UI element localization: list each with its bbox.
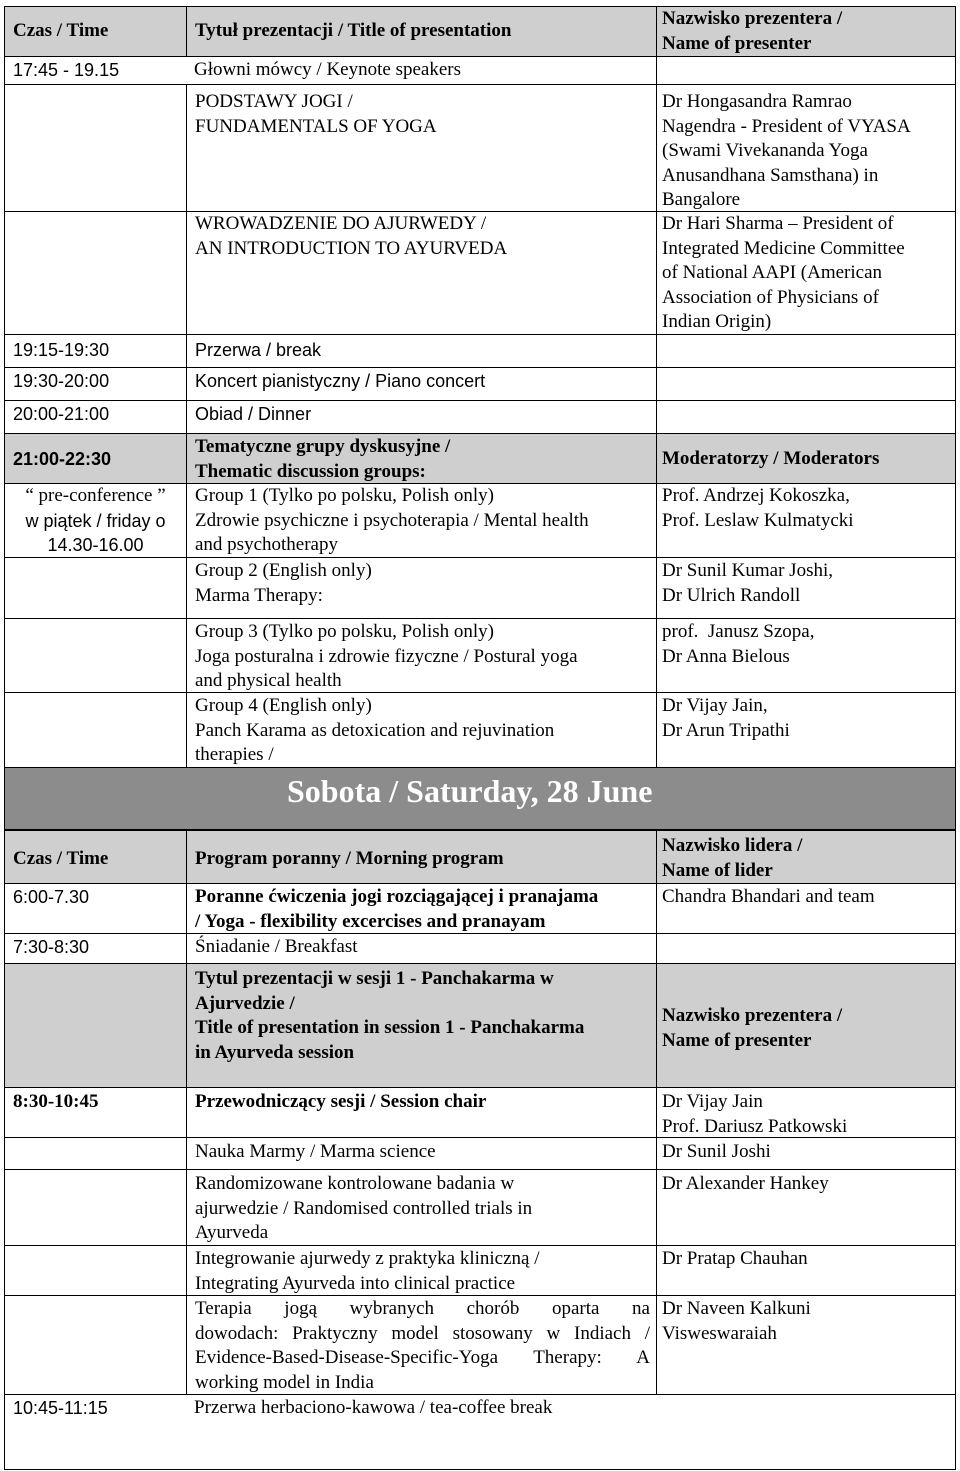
dinner-presenter (656, 401, 956, 434)
day-banner-title: Sobota / Saturday, 28 June (287, 773, 653, 809)
dinner-title (186, 401, 656, 434)
talk-title-line: Integrating Ayurveda into clinical practice (195, 1272, 516, 1294)
keynote-title (186, 57, 656, 85)
teabreak-title-text: Przerwa herbaciono-kawowa / tea-coffee break (194, 1397, 553, 1418)
group-title-line: therapies / (195, 744, 274, 765)
session-title-line: Tytul prezentacji w sesji 1 - Panchakarma w (195, 968, 554, 989)
session-presenter-header (656, 964, 956, 1088)
session-time (4, 964, 186, 1088)
concert-presenter (656, 368, 956, 401)
talk-row (4, 84, 956, 212)
group-title-line: and psychotherapy (195, 534, 338, 555)
talk-title-line: AN INTRODUCTION TO AYURVEDA (195, 237, 508, 259)
group-time (4, 693, 186, 768)
group-title (186, 558, 656, 619)
header-presenter-line: Nazwisko prezentera / (662, 8, 843, 29)
session-title-line: Title of presentation in session 1 - Panchakarma (195, 1017, 585, 1038)
breakfast-time (4, 934, 186, 964)
group-row (4, 483, 956, 558)
header-leader-line: Nazwisko lidera / (662, 835, 803, 856)
talk-title-line: ajurwedzie / Randomised controlled trials in (195, 1197, 533, 1219)
table-header-row (4, 830, 956, 884)
moderator-line: prof. Janusz Szopa, (662, 621, 815, 642)
moderator-line: Prof. Andrzej Kokoszka, (662, 485, 850, 506)
keynote-row (4, 56, 956, 85)
exercise-time (4, 884, 186, 934)
exercise-time-text: 6:00-7.30 (13, 887, 90, 907)
session-presenter-line: Name of presenter (662, 1029, 812, 1051)
preconference-line: 14.30-16.00 (47, 535, 144, 555)
exercise-title (186, 884, 656, 934)
table-header-row (4, 6, 956, 57)
groups-time (4, 434, 186, 484)
talk-title (186, 1170, 656, 1246)
chair-name-line: Dr Vijay Jain (662, 1091, 763, 1112)
exercise-title-line: Poranne ćwiczenia jogi rozciągającej i pranajama (195, 886, 599, 907)
talk-time (4, 1170, 186, 1246)
moderators-header-text: Moderatorzy / Moderators (662, 448, 880, 469)
presenter-line: (Swami Vivekananda Yoga (662, 140, 868, 161)
moderator-line: Prof. Leslaw Kulmatycki (662, 509, 854, 531)
column-header-program (186, 831, 656, 884)
table-bottom-border (4, 1469, 956, 1470)
moderator-line: Dr Sunil Kumar Joshi, (662, 560, 833, 581)
moderator-line: Dr Anna Bielous (662, 645, 790, 667)
chair-name-line: Prof. Dariusz Patkowski (662, 1115, 848, 1137)
moderator-line: Dr Ulrich Randoll (662, 584, 801, 606)
exercise-leader-text: Chandra Bhandari and team (662, 886, 875, 907)
talk-title (186, 1138, 656, 1170)
column-header-title (186, 7, 656, 57)
talk-presenter-line: Visweswaraiah (662, 1322, 777, 1344)
talk-row (4, 211, 956, 335)
talk-row (4, 1169, 956, 1246)
day-banner (4, 767, 956, 830)
talk-presenter (656, 1296, 956, 1395)
group-title-line: Marma Therapy: (195, 584, 323, 606)
breakfast-row (4, 933, 956, 964)
break-title-text: Przerwa / break (195, 340, 322, 360)
talk-presenter (656, 1246, 956, 1296)
group-moderators (656, 484, 956, 558)
exercise-title-line: / Yoga - flexibility excercises and pranayam (195, 910, 546, 932)
group-time (4, 619, 186, 693)
groups-title (186, 434, 656, 484)
talk-presenter-line: Dr Naveen Kalkuni (662, 1298, 811, 1319)
moderator-line: Dr Vijay Jain, (662, 695, 768, 716)
talk-title-line: Randomizowane kontrolowane badania w (195, 1173, 515, 1194)
concert-time-text: 19:30-20:00 (13, 371, 110, 391)
chair-row (4, 1087, 956, 1138)
session-presenter-line: Nazwisko prezentera / (662, 1005, 843, 1026)
talk-title-line: Terapia jogą wybranych chorób oparta na (195, 1298, 650, 1319)
moderators-header (656, 434, 956, 484)
session-title-line: Ajurvedzie / (195, 992, 295, 1014)
talk-title-line: Ayurveda (195, 1222, 269, 1243)
dinner-title-text: Obiad / Dinner (195, 404, 312, 424)
column-header-time (4, 7, 186, 57)
preconference-note (4, 484, 186, 558)
dinner-time (4, 401, 186, 434)
presenter-line: Nagendra - President of VYASA (662, 115, 911, 137)
presenter-line: Anusandhana Samsthana) in (662, 164, 879, 186)
chair-time (4, 1088, 186, 1138)
talk-presenter (656, 1138, 956, 1170)
talk-title-text: Nauka Marmy / Marma science (195, 1141, 436, 1162)
talk-presenter (656, 1170, 956, 1246)
concert-title-text: Koncert pianistyczny / Piano concert (195, 371, 486, 391)
talk-row (4, 1295, 956, 1395)
group-title-line: Panch Karama as detoxication and rejuvination (195, 719, 555, 741)
talk-title-line: Evidence-Based-Disease-Specific-Yoga Therapy: A (195, 1347, 650, 1368)
presenter-line: of National AAPI (American (662, 262, 883, 283)
talk-title-line: dowodach: Praktyczny model stosowany w Indiach / (195, 1322, 650, 1344)
header-time-label: Czas / Time (13, 20, 109, 41)
break-presenter (656, 335, 956, 368)
group-title (186, 693, 656, 768)
break-time-text: 19:15-19:30 (13, 340, 110, 360)
chair-title (186, 1088, 656, 1138)
talk-title-line: FUNDAMENTALS OF YOGA (195, 115, 437, 137)
chair-time-text: 8:30-10:45 (13, 1091, 99, 1112)
talk-presenter (656, 212, 956, 335)
exercise-row (4, 883, 956, 934)
preconference-line: w piątek / friday o (25, 510, 166, 531)
keynote-title-text: Głowni mówcy / Keynote speakers (194, 59, 461, 80)
group-title-line: Group 3 (Tylko po polsku, Polish only) (195, 621, 494, 642)
keynote-time-text: 17:45 - 19.15 (13, 60, 120, 80)
group-title-line: Group 1 (Tylko po polsku, Polish only) (195, 485, 494, 506)
group-title-line: and physical health (195, 670, 342, 691)
talk-time (4, 212, 186, 335)
presenter-line: Bangalore (662, 189, 741, 210)
talk-title-line: PODSTAWY JOGI / (195, 91, 353, 112)
group-title (186, 484, 656, 558)
keynote-time (4, 57, 186, 85)
talk-title-line: Integrowanie ajurwedy z praktyka kliniczną / (195, 1248, 540, 1269)
group-title-line: Group 4 (English only) (195, 695, 372, 716)
group-title (186, 619, 656, 693)
groups-title-line: Thematic discussion groups: (195, 460, 426, 482)
break-title (186, 335, 656, 368)
presenter-line: Integrated Medicine Committee (662, 237, 905, 259)
talk-presenter-text: Dr Pratap Chauhan (662, 1248, 808, 1269)
header-title-label: Tytuł prezentacji / Title of presentation (195, 20, 512, 41)
talk-time (4, 1296, 186, 1395)
teabreak-row (4, 1394, 956, 1470)
session-header-row (4, 963, 956, 1088)
dinner-time-text: 20:00-21:00 (13, 404, 110, 424)
group-moderators (656, 693, 956, 768)
talk-title (186, 212, 656, 335)
groups-time-text: 21:00-22:30 (13, 449, 112, 469)
header-time-label: Czas / Time (13, 848, 109, 869)
exercise-leader (656, 884, 956, 934)
talk-title-line: working model in India (195, 1371, 374, 1393)
dinner-row (4, 400, 956, 434)
group-title-line: Joga posturalna i zdrowie fizyczne / Postural yoga (195, 645, 578, 667)
presenter-line: Association of Physicians of (662, 286, 879, 308)
break-row (4, 334, 956, 368)
breakfast-time-text: 7:30-8:30 (13, 937, 90, 957)
group-time (4, 558, 186, 619)
moderator-line: Dr Arun Tripathi (662, 719, 790, 741)
presenter-line: Dr Hari Sharma – President of (662, 213, 894, 234)
talk-row (4, 1245, 956, 1296)
talk-title-line: WROWADZENIE DO AJURWEDY / (195, 213, 487, 234)
group-row (4, 618, 956, 693)
concert-title (186, 368, 656, 401)
talk-presenter-text: Dr Alexander Hankey (662, 1173, 829, 1194)
keynote-presenter (656, 57, 956, 85)
group-moderators (656, 619, 956, 693)
header-presenter-line: Name of presenter (662, 32, 812, 54)
presenter-line: Indian Origin) (662, 311, 772, 332)
breakfast-title (186, 934, 656, 964)
group-title-line: Zdrowie psychiczne i psychoterapia / Mental health (195, 509, 589, 531)
session-title-line: in Ayurveda session (195, 1041, 355, 1063)
teabreak-time (4, 1395, 186, 1470)
talk-title (186, 1246, 656, 1296)
column-header-leader (656, 831, 956, 884)
groups-title-line: Tematyczne grupy dyskusyjne / (195, 436, 451, 457)
column-header-time (4, 831, 186, 884)
talk-title (186, 1296, 656, 1395)
teabreak-presenter (656, 1395, 956, 1470)
presenter-line: Dr Hongasandra Ramrao (662, 91, 852, 112)
session-title (186, 964, 656, 1088)
groups-header-row (4, 433, 956, 484)
breakfast-leader (656, 934, 956, 964)
column-header-presenter (656, 7, 956, 57)
break-time (4, 335, 186, 368)
talk-row (4, 1137, 956, 1170)
header-program-label: Program poranny / Morning program (195, 848, 504, 869)
talk-time (4, 85, 186, 212)
header-leader-line: Name of lider (662, 859, 773, 881)
group-row (4, 692, 956, 768)
concert-row (4, 367, 956, 401)
talk-time (4, 1138, 186, 1170)
talk-presenter-text: Dr Sunil Joshi (662, 1141, 771, 1162)
preconference-line: “ pre-conference ” (25, 485, 166, 506)
teabreak-time-text: 10:45-11:15 (13, 1398, 108, 1418)
concert-time (4, 368, 186, 401)
teabreak-title (186, 1395, 656, 1470)
breakfast-title-text: Śniadanie / Breakfast (195, 936, 358, 957)
talk-title (186, 85, 656, 212)
group-title-line: Group 2 (English only) (195, 560, 372, 581)
chair-names (656, 1088, 956, 1138)
talk-time (4, 1246, 186, 1296)
talk-presenter (656, 85, 956, 212)
group-moderators (656, 558, 956, 619)
chair-title-text: Przewodniczący sesji / Session chair (195, 1091, 487, 1112)
group-row (4, 557, 956, 619)
